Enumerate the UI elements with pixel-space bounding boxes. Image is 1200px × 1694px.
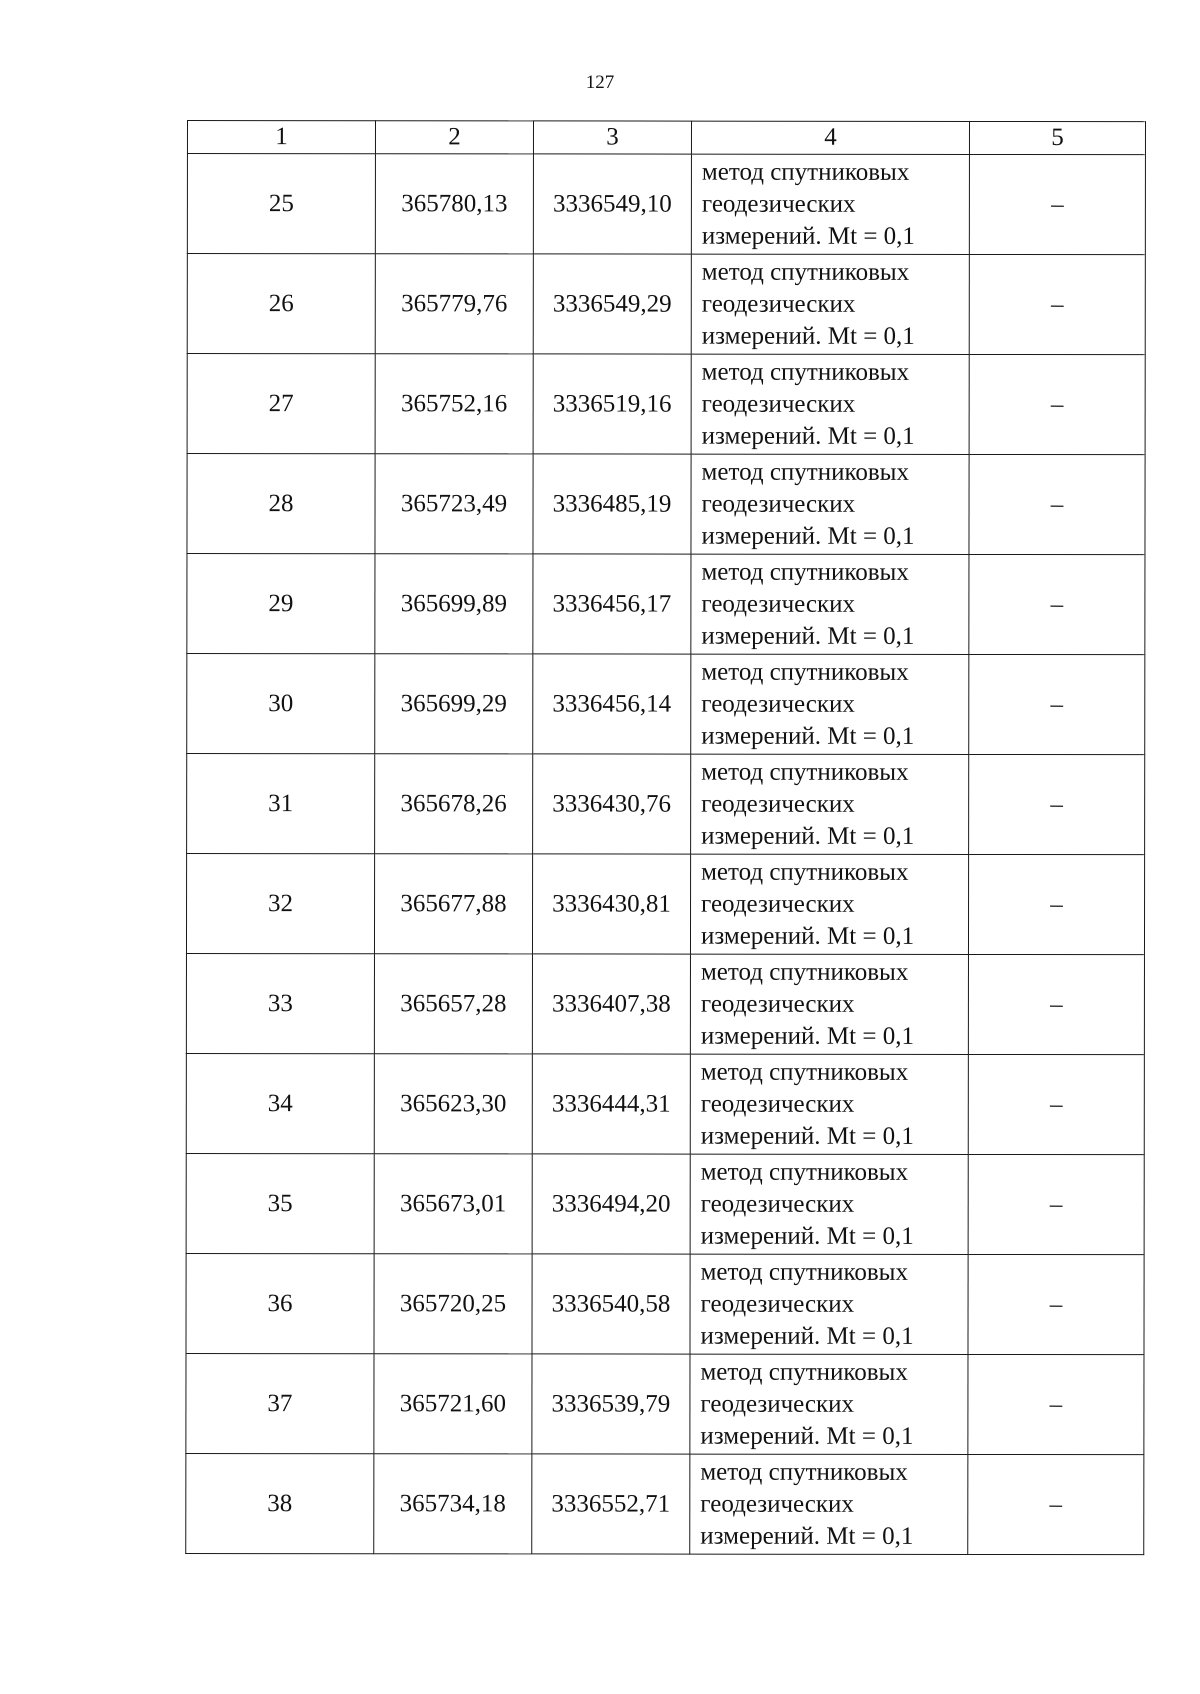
note-cell: –	[968, 1054, 1144, 1154]
coordinate-y-cell: 3336519,16	[533, 354, 691, 454]
table-row	[186, 954, 1144, 1055]
coordinate-x-cell: 365699,29	[375, 654, 533, 754]
method-line: метод спутниковых	[700, 1058, 909, 1086]
table-row	[186, 1153, 1144, 1254]
method-line: геодезических	[701, 290, 856, 318]
note-cell: –	[969, 354, 1145, 454]
table-row	[187, 654, 1145, 755]
method-line: метод спутниковых	[700, 1458, 908, 1486]
header-cell-4: 4	[691, 121, 969, 154]
coordinate-x-cell: 365699,89	[375, 554, 533, 654]
note-cell: –	[969, 254, 1145, 354]
method-line: геодезических	[700, 1090, 855, 1118]
point-number-cell: 33	[186, 954, 374, 1054]
method-line: измерений. Mt = 0,1	[701, 522, 915, 550]
method-line: измерений. Mt = 0,1	[701, 322, 915, 350]
method-line: измерений. Mt = 0,1	[701, 622, 915, 650]
point-number-cell: 29	[187, 554, 375, 654]
note-cell: –	[968, 854, 1144, 954]
method-line: геодезических	[700, 1490, 854, 1518]
table-header	[187, 121, 1145, 155]
point-number-cell: 37	[186, 1353, 374, 1453]
method-cell	[691, 554, 969, 654]
method-cell	[691, 254, 969, 354]
method-line: метод спутниковых	[700, 1158, 909, 1186]
header-row	[187, 121, 1145, 155]
method-line: метод спутниковых	[701, 258, 910, 286]
coordinate-x-cell: 365723,49	[375, 454, 533, 554]
coordinate-y-cell: 3336539,79	[532, 1354, 690, 1454]
point-number-cell: 32	[186, 854, 374, 954]
method-cell	[690, 1254, 968, 1354]
method-line: измерений. Mt = 0,1	[701, 222, 915, 250]
point-number-cell: 30	[187, 654, 375, 754]
method-line: измерений. Mt = 0,1	[701, 822, 915, 850]
method-line: геодезических	[701, 490, 856, 518]
page-number: 127	[585, 72, 615, 93]
table-row	[187, 554, 1145, 655]
method-line: измерений. Mt = 0,1	[700, 1422, 914, 1450]
coordinate-x-cell: 365673,01	[374, 1154, 532, 1254]
coordinate-y-cell: 3336456,14	[533, 654, 691, 754]
method-line: геодезических	[701, 690, 855, 718]
method-line: геодезических	[701, 890, 855, 918]
coordinate-y-cell: 3336494,20	[532, 1154, 690, 1254]
method-cell	[690, 1354, 968, 1454]
note-cell: –	[969, 754, 1145, 854]
table-row	[186, 1253, 1144, 1354]
method-line: измерений. Mt = 0,1	[700, 1322, 914, 1350]
point-number-cell: 36	[186, 1253, 374, 1353]
coordinate-x-cell: 365780,13	[375, 154, 533, 254]
method-line: измерений. Mt = 0,1	[700, 1522, 914, 1550]
method-line: геодезических	[701, 190, 856, 218]
note-cell: –	[968, 1154, 1144, 1254]
method-cell	[690, 1454, 968, 1554]
coordinate-x-cell: 365779,76	[375, 254, 533, 354]
note-cell: –	[969, 154, 1145, 254]
method-cell	[691, 654, 969, 754]
note-cell: –	[969, 554, 1145, 654]
table-row	[187, 754, 1145, 855]
coordinates-table	[185, 120, 1146, 1555]
point-number-cell: 31	[187, 754, 375, 854]
coordinate-x-cell: 365657,28	[374, 954, 532, 1054]
method-cell	[691, 354, 969, 454]
table-row	[187, 454, 1145, 555]
coordinate-x-cell: 365678,26	[375, 754, 533, 854]
coordinate-y-cell: 3336430,81	[532, 854, 690, 954]
coordinate-y-cell: 3336552,71	[532, 1454, 690, 1554]
coordinate-y-cell: 3336444,31	[532, 1054, 690, 1154]
method-line: геодезических	[700, 1390, 855, 1418]
table-row	[187, 354, 1145, 455]
method-line: геодезических	[700, 1290, 855, 1318]
method-line: геодезических	[701, 390, 856, 418]
method-line: метод спутниковых	[700, 1258, 909, 1286]
point-number-cell: 34	[186, 1053, 374, 1153]
table-row	[186, 1353, 1144, 1454]
coordinate-y-cell: 3336549,29	[533, 254, 691, 354]
coordinate-y-cell: 3336540,58	[532, 1254, 690, 1354]
method-line: геодезических	[701, 790, 855, 818]
table-row	[186, 854, 1144, 955]
note-cell: –	[968, 1454, 1144, 1554]
note-cell: –	[968, 1254, 1144, 1354]
method-line: метод спутниковых	[701, 558, 909, 586]
method-line: метод спутниковых	[701, 858, 909, 886]
coordinate-y-cell: 3336407,38	[532, 954, 690, 1054]
header-cell-5: 5	[969, 121, 1145, 154]
coordinate-x-cell: 365623,30	[374, 1054, 532, 1154]
point-number-cell: 25	[187, 154, 375, 254]
method-line: измерений. Mt = 0,1	[700, 1022, 914, 1050]
point-number-cell: 28	[187, 454, 375, 554]
header-cell-2: 2	[375, 121, 533, 154]
table-row	[186, 1053, 1144, 1154]
coordinate-y-cell: 3336549,10	[533, 154, 691, 254]
method-cell	[690, 954, 968, 1054]
method-line: метод спутниковых	[700, 958, 909, 986]
point-number-cell: 26	[187, 254, 375, 354]
coordinate-x-cell: 365677,88	[374, 854, 532, 954]
coordinate-y-cell: 3336456,17	[533, 554, 691, 654]
note-cell: –	[968, 1354, 1144, 1454]
method-line: метод спутниковых	[701, 458, 909, 486]
point-number-cell: 27	[187, 354, 375, 454]
method-line: метод спутниковых	[700, 1358, 908, 1386]
point-number-cell: 35	[186, 1153, 374, 1253]
coordinate-x-cell: 365720,25	[374, 1254, 532, 1354]
coordinate-x-cell: 365721,60	[374, 1354, 532, 1454]
method-line: геодезических	[701, 590, 856, 618]
coordinate-x-cell: 365734,18	[374, 1454, 532, 1554]
method-line: измерений. Mt = 0,1	[701, 722, 915, 750]
note-cell: –	[968, 954, 1144, 1054]
note-cell: –	[969, 654, 1145, 754]
header-cell-3: 3	[533, 121, 691, 154]
coordinate-y-cell: 3336485,19	[533, 454, 691, 554]
header-cell-1: 1	[187, 121, 375, 154]
method-line: геодезических	[700, 1190, 855, 1218]
method-line: метод спутниковых	[701, 658, 909, 686]
note-cell: –	[969, 454, 1145, 554]
coordinate-x-cell: 365752,16	[375, 354, 533, 454]
method-cell	[691, 754, 969, 854]
table-row	[186, 1453, 1144, 1554]
coordinate-y-cell: 3336430,76	[533, 754, 691, 854]
method-cell	[691, 154, 969, 254]
table-row	[187, 154, 1145, 255]
method-cell	[690, 854, 968, 954]
method-line: измерений. Mt = 0,1	[701, 422, 915, 450]
method-line: измерений. Mt = 0,1	[700, 922, 915, 950]
point-number-cell: 38	[186, 1453, 374, 1553]
method-line: метод спутниковых	[701, 358, 910, 386]
method-line: геодезических	[700, 990, 855, 1018]
method-cell	[690, 1154, 968, 1254]
method-line: измерений. Mt = 0,1	[700, 1122, 914, 1150]
method-line: метод спутниковых	[701, 758, 909, 786]
method-line: измерений. Mt = 0,1	[700, 1222, 914, 1250]
method-cell	[691, 454, 969, 554]
table-row	[187, 254, 1145, 355]
method-line: метод спутниковых	[701, 158, 910, 186]
table-body	[186, 154, 1146, 1555]
method-cell	[690, 1054, 968, 1154]
